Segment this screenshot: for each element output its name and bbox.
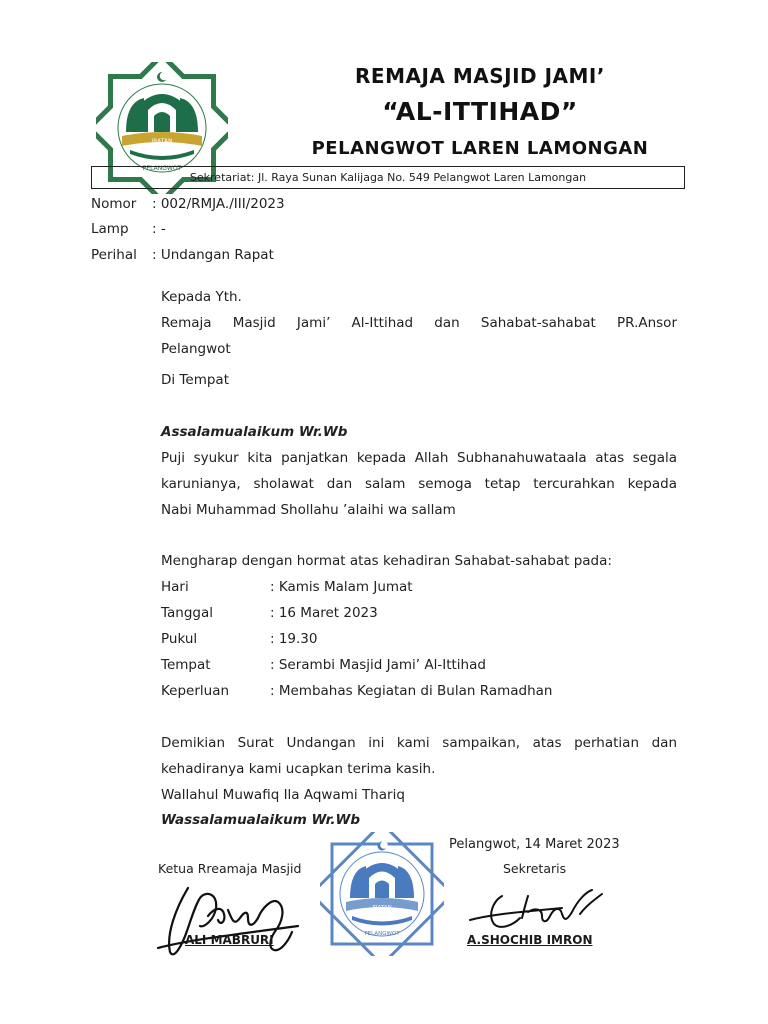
detail-label: Hari (161, 579, 189, 595)
detail-label: Pukul (161, 631, 198, 647)
stamp-band-text: IRATAN (372, 905, 392, 911)
detail-label: Keperluan (161, 683, 230, 699)
detail-label: Tanggal (161, 605, 214, 621)
perihal-value: : Undangan Rapat (152, 247, 274, 263)
left-signer-role: Ketua Rreamaja Masjid (158, 861, 302, 876)
detail-row-pukul (161, 631, 318, 647)
paragraph1-line1: Puji syukur kita panjatkan kepada Allah Subhanahuwataala atas segala (161, 450, 677, 466)
detail-label: Tempat (161, 657, 211, 673)
detail-row-tanggal (161, 605, 378, 621)
recipient-salutation: Kepada Yth. (161, 289, 242, 305)
closing-line1: Demikian Surat Undangan ini kami sampaikan, atas perhatian dan (161, 735, 677, 751)
greeting: Assalamualaikum Wr.Wb (161, 424, 348, 440)
nomor-label: Nomor (91, 196, 137, 212)
closing-line3: Wallahul Muwafiq Ila Aqwami Thariq (161, 787, 405, 803)
lamp-value: : - (152, 221, 166, 237)
left-signature-scribble (148, 868, 308, 964)
stamp-bottom-text: PELANGWOT (364, 931, 400, 937)
detail-value: : 19.30 (270, 631, 318, 647)
secretariat-address-box: Sekretariat: Jl. Raya Sunan Kalijaga No. 549 Pelangwot Laren Lamongan (91, 166, 685, 189)
meta-perihal-row (91, 247, 274, 263)
right-signer-name: A.SHOCHIB IMRON (467, 933, 593, 947)
nomor-value: : 002/RMJA./III/2023 (152, 196, 285, 212)
meta-lamp-row (91, 221, 166, 237)
paragraph1-line3: Nabi Muhammad Shollahu ’alaihi wa sallam (161, 502, 456, 518)
perihal-label: Perihal (91, 247, 137, 263)
paragraph1-line2: karunianya, sholawat dan salam semoga tetap tercurahkan kepada (161, 476, 677, 492)
detail-row-keperluan (161, 683, 552, 699)
detail-value: : Serambi Masjid Jami’ Al-Ittihad (270, 657, 486, 673)
detail-value: : Membahas Kegiatan di Bulan Ramadhan (270, 683, 553, 699)
left-signer-name: ALI MABRURI (185, 933, 274, 947)
paragraph2-intro: Mengharap dengan hormat atas kehadiran Sahabat-sahabat pada: (161, 553, 612, 569)
detail-value: : 16 Maret 2023 (270, 605, 378, 621)
logo-band-text: IRATAN (151, 138, 173, 145)
recipient-name-line: Remaja Masjid Jami’ Al-Ittihad dan Sahabat-sahabat PR.Ansor (161, 315, 677, 331)
closing-line2: kehadiranya kami ucapkan terima kasih. (161, 761, 436, 777)
right-signer-role: Sekretaris (503, 861, 567, 876)
organization-place: PELANGWOT LAREN LAMONGAN (311, 138, 649, 159)
detail-value: : Kamis Malam Jumat (270, 579, 413, 595)
organization-name: REMAJA MASJID JAMI’ (355, 64, 605, 88)
organization-title: “AL-ITTIHAD” (382, 97, 578, 126)
meta-nomor-row (91, 196, 285, 212)
farewell: Wassalamualaikum Wr.Wb (161, 812, 361, 828)
place-date: Pelangwot, 14 Maret 2023 (449, 837, 620, 852)
lamp-label: Lamp (91, 221, 129, 237)
logo-bottom-text: PELANGWOT (142, 165, 182, 172)
mosque-emblem-stamp-icon (320, 832, 444, 956)
detail-row-hari (161, 579, 413, 595)
recipient-location: Di Tempat (161, 372, 229, 388)
recipient-place-line: Pelangwot (161, 341, 231, 357)
detail-row-tempat (161, 657, 486, 673)
